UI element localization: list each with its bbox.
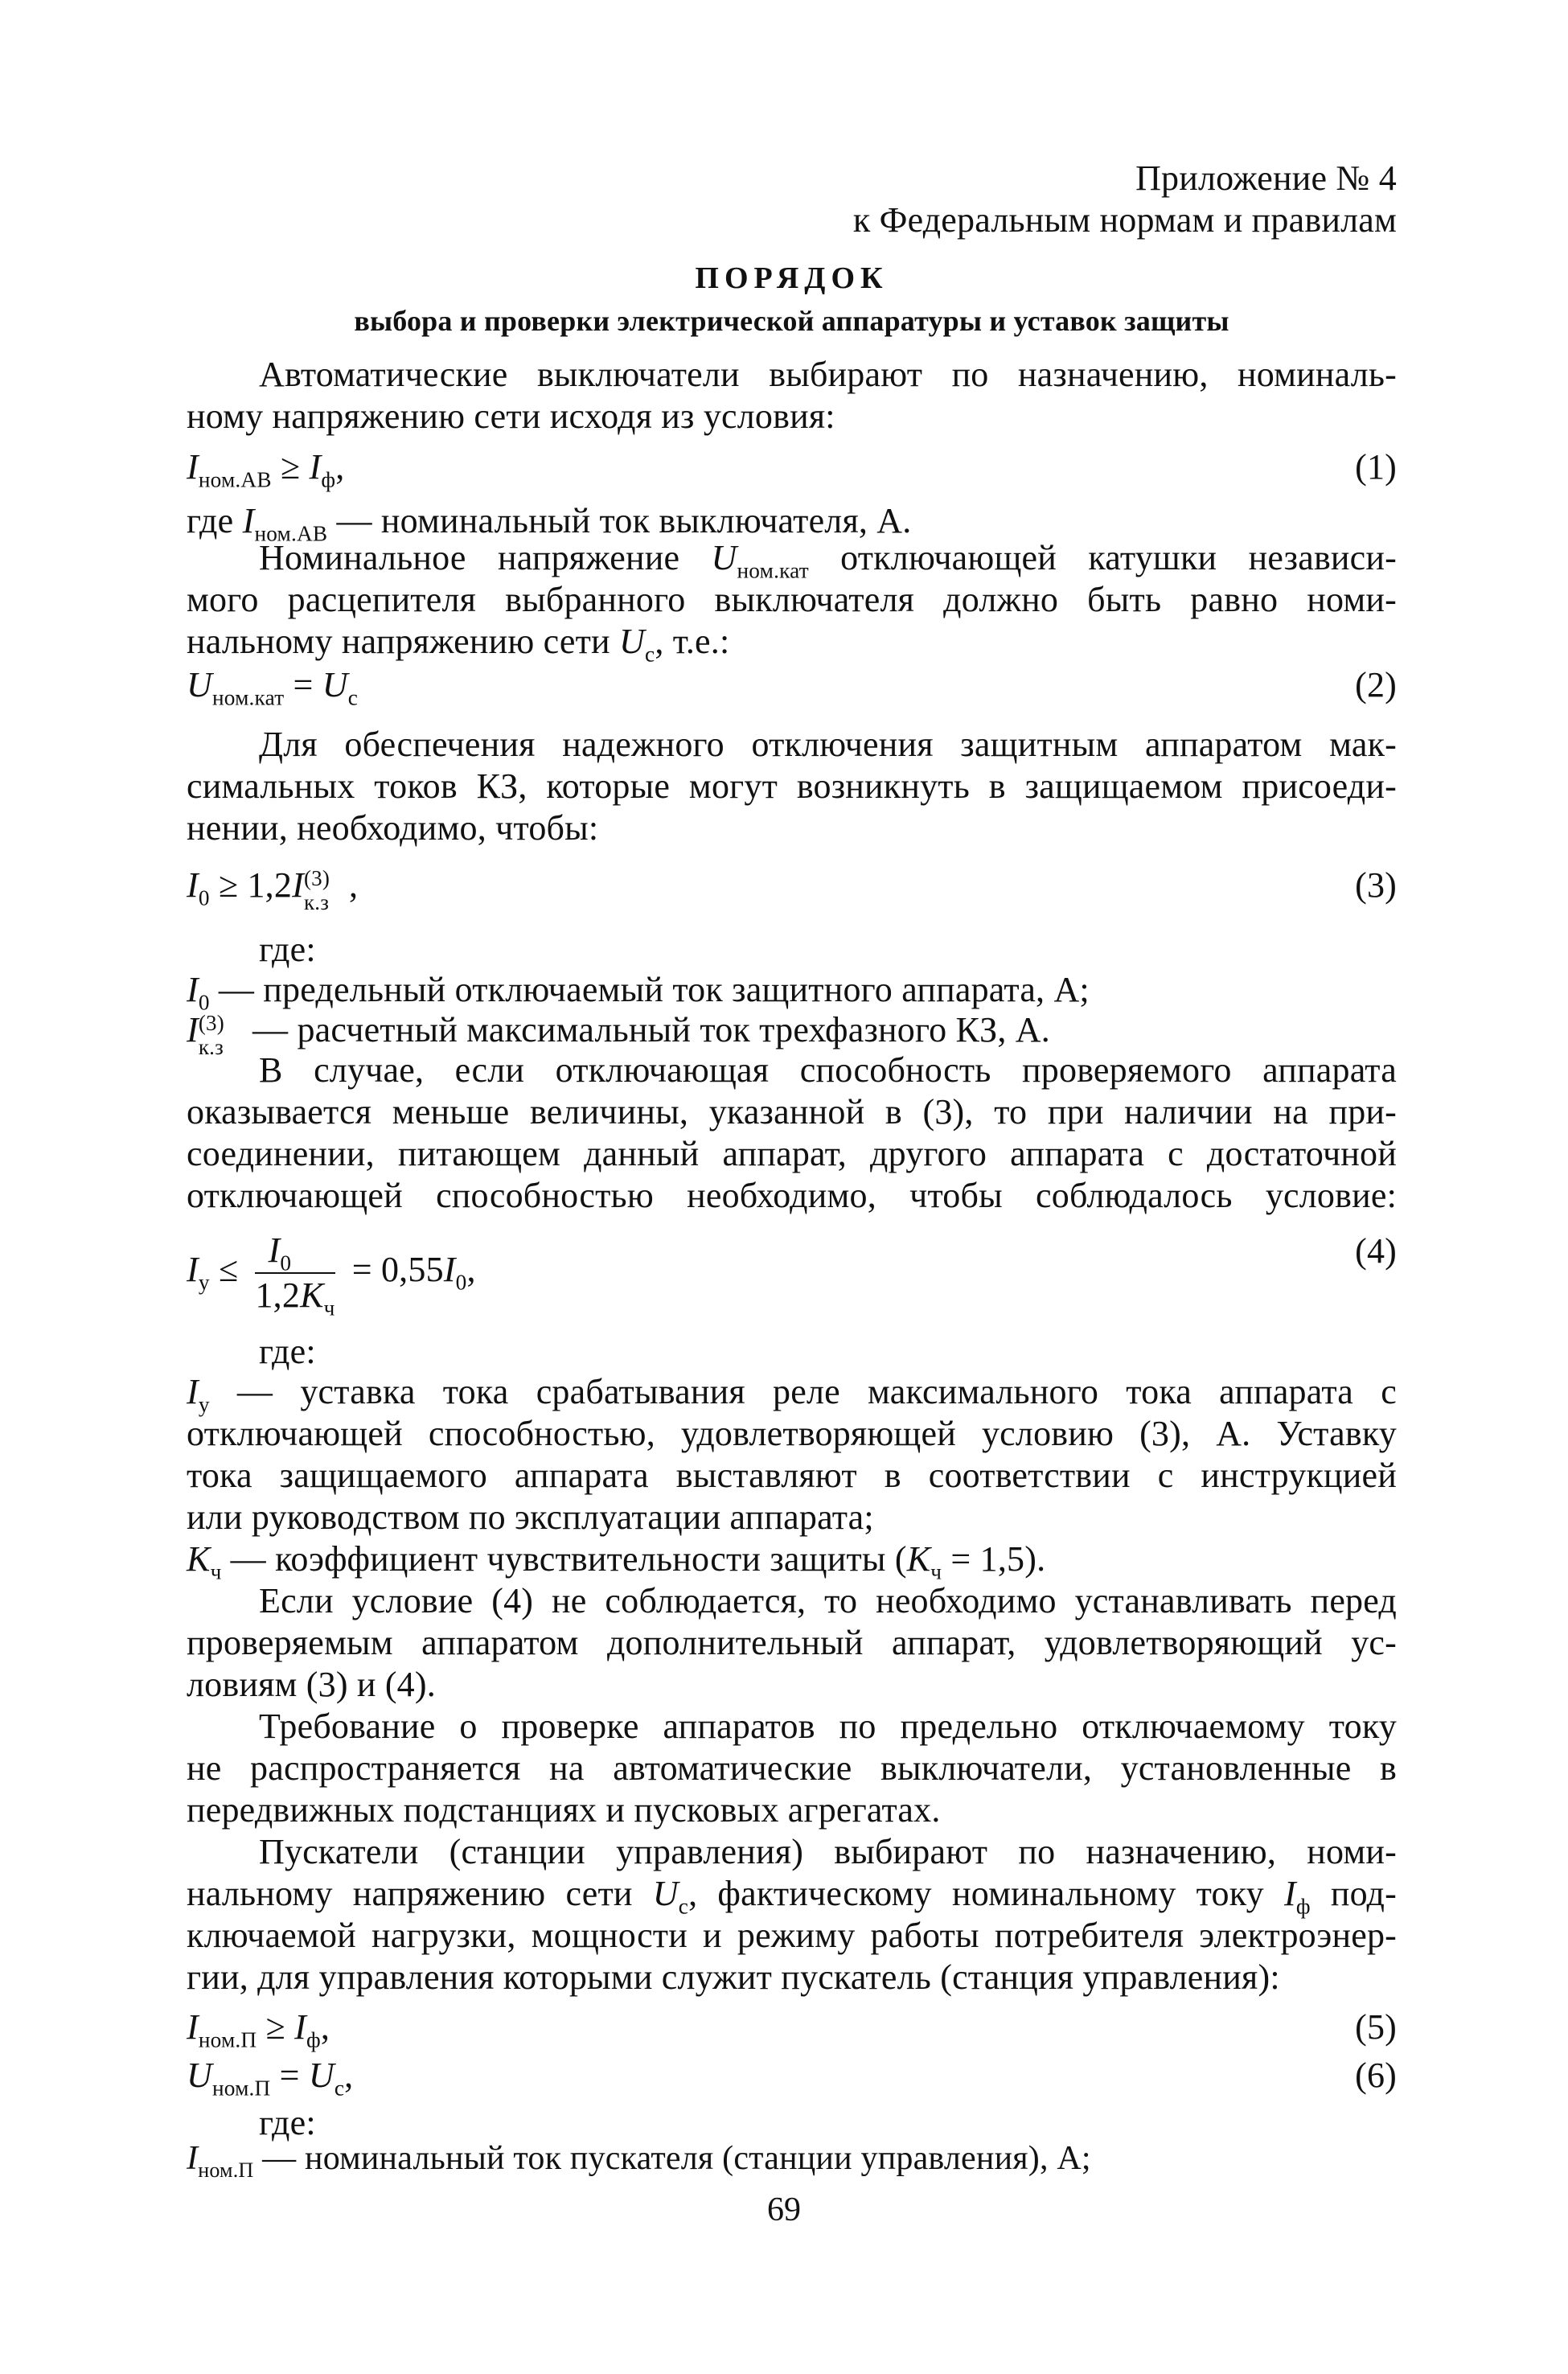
formula-3: $I_0 \ge 1,2I$ (3) к.з , (3): [187, 865, 1397, 914]
equation-number: (5): [1355, 2007, 1397, 2047]
equation-number: (2): [1355, 665, 1397, 704]
equation-number: (4): [1355, 1231, 1397, 1271]
page-number: 69: [767, 2191, 801, 2228]
definition-line: I (3) к.з — расчетный максимальный ток трехфазного КЗ, А.: [187, 1010, 1050, 1059]
where-label: где:: [259, 1332, 316, 1371]
paragraph-line: нальному напряжению сети $U_с$, т.е.:: [187, 622, 730, 667]
formula-5: $I_{ном.П} \ge I_ф$, (5): [187, 2007, 1397, 2052]
equation-number: (3): [1355, 865, 1397, 905]
paragraph-line: Если условие (4) не соблюдается, то необходимо устанавливать перед: [259, 1581, 1397, 1620]
definition-line: $I_{ном.П}$ — номинальный ток пускателя (станции управления), А;: [187, 2140, 1091, 2182]
paragraph-line: гии, для управления которыми служит пускатель (станция управления):: [187, 1957, 1280, 1997]
paragraph-line: не распространяется на автоматические выключатели, установленные в: [187, 1748, 1397, 1788]
definition-line: отключающей способностью, удовлетворяющей условию (3), А. Уставку: [187, 1414, 1397, 1453]
where-label: где:: [259, 2103, 316, 2142]
definition-line: где $I_{ном.АВ}$ — номинальный ток выключателя, А.: [187, 501, 912, 546]
equation-number: (1): [1355, 447, 1397, 487]
paragraph-line: нении, необходимо, чтобы:: [187, 808, 599, 848]
formula-2: $U_{ном.кат} = U_с$ (2): [187, 665, 1397, 710]
definition-line: или руководством по эксплуатации аппарата;: [187, 1497, 874, 1537]
paragraph-line: оказывается меньше величины, указанной в (3), то при наличии на при-: [187, 1092, 1397, 1132]
paragraph-line: ному напряжению сети исходя из условия:: [187, 396, 835, 436]
definition-line: $K_ч$ — коэффициент чувствительности защиты $(K_ч = 1,5)$.: [187, 1539, 1046, 1584]
appendix-label: Приложение № 4: [1135, 158, 1397, 198]
fraction: $\frac{I_0}{1,2K_ч}$: [255, 1230, 335, 1320]
paragraph-line: Пускатели (станции управления) выбирают по назначению, номи-: [259, 1832, 1397, 1871]
paragraph-line: проверяемым аппаратом дополнительный аппарат, удовлетворяющий ус-: [187, 1623, 1397, 1662]
document-subtitle: выбора и проверки электрической аппаратуры и уставок защиты: [354, 305, 1229, 337]
paragraph-line: Требование о проверке аппаратов по предельно отключаемому току: [259, 1707, 1397, 1746]
paragraph-line: Номинальное напряжение $U_{ном.кат}$ отключающей катушки независи-: [259, 538, 1397, 583]
paragraph-line: мого расцепителя выбранного выключателя должно быть равно номи-: [187, 580, 1397, 619]
paragraph-line: ключаемой нагрузки, мощности и режиму работы потребителя электроэнер-: [187, 1916, 1397, 1955]
paragraph-line: Автоматические выключатели выбирают по назначению, номиналь-: [259, 355, 1397, 394]
definition-line: тока защищаемого аппарата выставляют в соответствии с инструкцией: [187, 1456, 1397, 1495]
formula-6: $U_{ном.П} = U_с$, (6): [187, 2056, 1397, 2101]
where-label: где:: [259, 930, 316, 969]
document-title: ПОРЯДОК: [695, 261, 889, 295]
paragraph-line: симальных токов КЗ, которые могут возникнуть в защищаемом присоеди-: [187, 766, 1397, 806]
paragraph-line: отключающей способностью необходимо, чтобы соблюдалось условие:: [187, 1176, 1397, 1215]
paragraph-line: соединении, питающем данный аппарат, другого аппарата с достаточной: [187, 1134, 1397, 1173]
formula-4: $I_у$ ≤ $\frac{I_0}{1,2K_ч}$ = $0,55I_0$, (4): [187, 1230, 1397, 1320]
definition-line: $I_0$ — предельный отключаемый ток защитного аппарата, А;: [187, 970, 1090, 1015]
paragraph-line: передвижных подстанциях и пусковых агрегатах.: [187, 1790, 941, 1830]
formula-1: $I_{ном.АВ} \ge I_ф$, (1): [187, 447, 1397, 492]
paragraph-line: ловиям (3) и (4).: [187, 1665, 436, 1704]
paragraph-line: нальному напряжению сети $U_с$, фактическому номинальному току $I_ф$ под-: [187, 1874, 1397, 1919]
appendix-reference: к Федеральным нормам и правилам: [852, 200, 1397, 240]
definition-line: $I_у$ — уставка тока срабатывания реле максимального тока аппарата с: [187, 1372, 1397, 1417]
paragraph-line: Для обеспечения надежного отключения защитным аппаратом мак-: [259, 725, 1397, 764]
paragraph-line: В случае, если отключающая способность проверяемого аппарата: [259, 1050, 1397, 1090]
equation-number: (6): [1355, 2056, 1397, 2095]
